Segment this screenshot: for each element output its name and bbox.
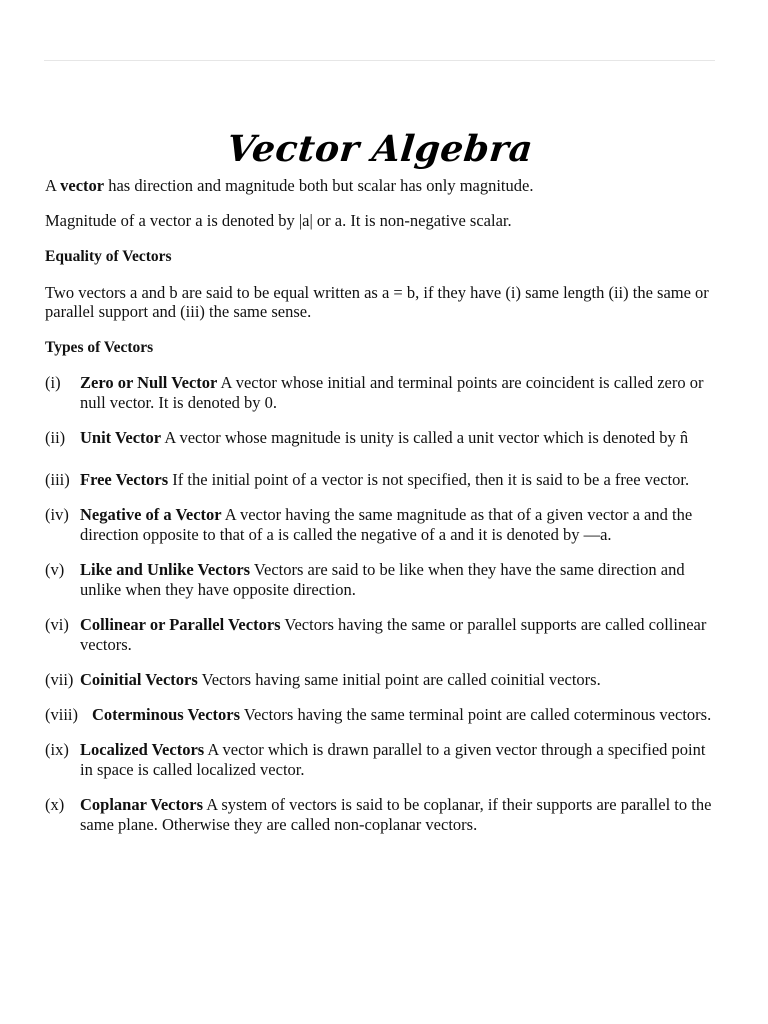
list-item-text: A vector whose initial and terminal points are coincident is called zero or null vector. It is denoted by 0. (80, 373, 704, 412)
list-item-number: (ii) (45, 428, 66, 447)
list-item-body (80, 795, 715, 835)
equality-paragraph: Two vectors a and b are said to be equal written as a = b, if they have (i) same length (ii) the same or parallel support and (iii) the same sense. (45, 283, 709, 321)
list-item-text: Vectors are said to be like when they have the same direction and unlike when they have opposite direction. (80, 560, 685, 599)
list-item (45, 795, 715, 835)
list-item-term: Unit Vector (80, 428, 162, 447)
list-item-text: A system of vectors is said to be coplanar, if their supports are parallel to the same plane. Otherwise they are called non-coplanar vectors. (80, 795, 712, 834)
list-item-number: (i) (45, 373, 61, 392)
list-item-body (80, 670, 715, 690)
list-item-body (80, 470, 715, 490)
list-item-text: Vectors having the same or parallel supports are called collinear vectors. (80, 615, 707, 654)
list-item-term: Zero or Null Vector (80, 373, 218, 392)
intro-paragraph-magnitude: Magnitude of a vector a is denoted by |a| or a. It is non-negative scalar. (45, 211, 512, 230)
list-item-number: (iv) (45, 505, 69, 524)
list-item (45, 560, 715, 600)
list-item-body (80, 740, 715, 780)
list-item-body (80, 615, 715, 655)
list-item (45, 428, 715, 448)
list-item-body (80, 505, 715, 545)
document-page (45, 122, 715, 850)
list-item-text: A vector which is drawn parallel to a given vector through a specified point in space is called localized vector. (80, 740, 706, 779)
list-item-term: Coterminous Vectors (92, 705, 241, 724)
intro-prefix: A (45, 176, 61, 195)
intro-rest: has direction and magnitude both but scalar has only magnitude. (104, 176, 534, 195)
list-item-number: (ix) (45, 740, 69, 759)
list-item-term: Like and Unlike Vectors (80, 560, 251, 579)
list-item-term: Coinitial Vectors (80, 670, 198, 689)
page-title: Vector Algebra (224, 128, 536, 170)
top-divider (44, 60, 715, 61)
list-item-body (80, 560, 715, 600)
list-item-term: Localized Vectors (80, 740, 205, 759)
intro-paragraph-vector (45, 176, 715, 195)
list-item-text: Vectors having the same terminal point are called coterminous vectors. (240, 705, 712, 724)
list-item (45, 670, 715, 690)
list-item-text: A vector having the same magnitude as that of a given vector a and the direction opposite to that of a is called the negative of a and it is denoted by —a. (80, 505, 693, 544)
heading-types: Types of Vectors (45, 339, 154, 356)
list-item-text: Vectors having same initial point are called coinitial vectors. (197, 670, 601, 689)
types-list (45, 373, 715, 835)
list-item (45, 740, 715, 780)
list-item (45, 505, 715, 545)
list-item-number: (vii) (45, 670, 74, 689)
list-item (45, 705, 715, 725)
list-item-number: (x) (45, 795, 65, 814)
list-item-term: Collinear or Parallel Vectors (80, 615, 281, 634)
list-item-term: Free Vectors (80, 470, 169, 489)
list-item-body (80, 373, 715, 413)
list-item-body (92, 705, 715, 725)
list-item-text: If the initial point of a vector is not specified, then it is said to be a free vector. (168, 470, 690, 489)
list-item-number: (vi) (45, 615, 69, 634)
list-item-term: Negative of a Vector (80, 505, 222, 524)
list-item-number: (v) (45, 560, 65, 579)
list-item (45, 615, 715, 655)
list-item (45, 373, 715, 413)
list-item-number: (iii) (45, 470, 70, 489)
list-item-body (80, 428, 715, 448)
list-item (45, 470, 715, 490)
list-item-number: (viii) (45, 705, 78, 724)
list-item-text: A vector whose magnitude is unity is called a unit vector which is denoted by n̂ (161, 428, 689, 447)
intro-term-vector: vector (60, 176, 105, 195)
heading-equality: Equality of Vectors (45, 248, 172, 265)
list-item-term: Coplanar Vectors (80, 795, 203, 814)
